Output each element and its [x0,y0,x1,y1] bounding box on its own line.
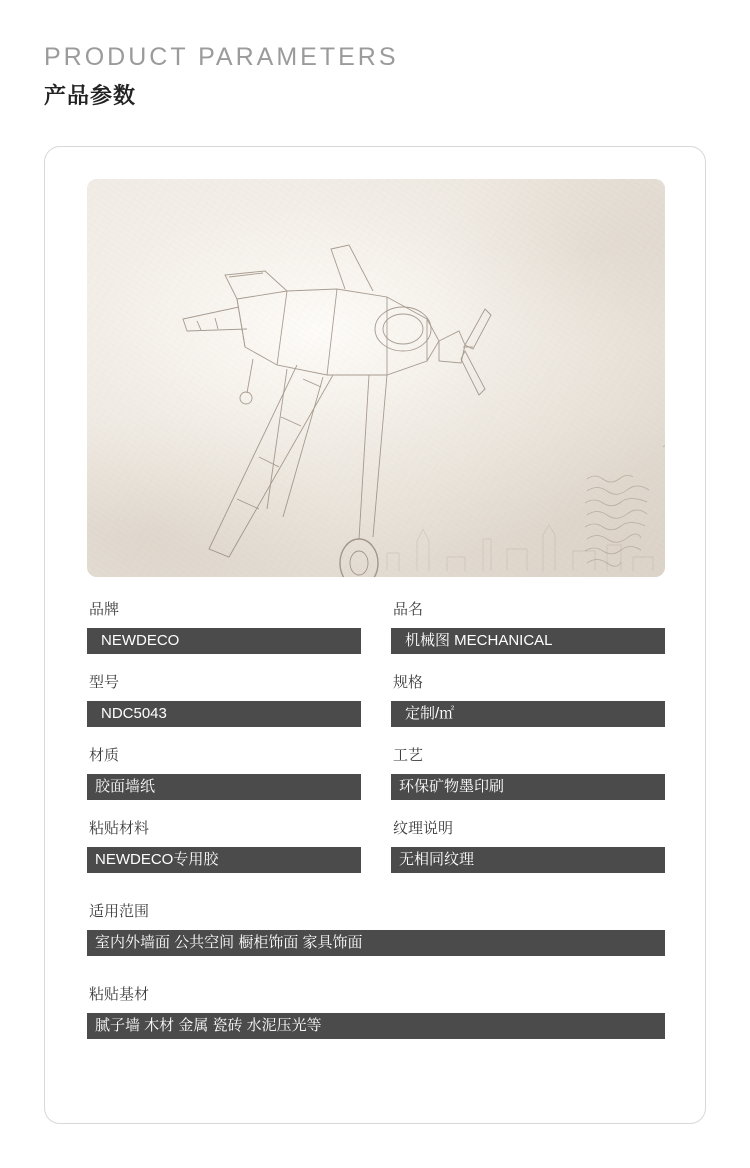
parameter-label: 材质 [89,747,120,764]
parameter-value: 定制/㎡ [391,701,665,727]
parameter-field-craft [391,745,665,800]
parameter-row [87,984,665,1039]
parameter-label: 粘贴基材 [89,986,150,1003]
parameter-label: 纹理说明 [393,820,454,837]
parameter-field-texture-note [391,818,665,873]
parameter-field-substrate [87,984,665,1039]
parameter-value: 腻子墙 木材 金属 瓷砖 水泥压光等 [87,1013,665,1039]
parameter-value: NEWDECO [87,628,361,654]
parameter-label: 型号 [89,674,120,691]
parameter-field-application-scope [87,901,665,956]
parameter-value: 环保矿物墨印刷 [391,774,665,800]
parameter-row [87,745,665,800]
parameter-label: 粘贴材料 [89,820,150,837]
parameter-field-product-name [391,599,665,654]
section-spacer [87,974,665,984]
parameter-field-adhesive [87,818,361,873]
parameter-value: 室内外墙面 公共空间 橱柜饰面 家具饰面 [87,930,665,956]
parameters-list [87,599,665,1057]
parameter-label: 品名 [393,601,424,618]
parameter-value: NDC5043 [87,701,361,727]
parameter-row [87,599,665,654]
parameter-value: 机械图 MECHANICAL [391,628,665,654]
page-title-english: PRODUCT PARAMETERS [44,43,399,71]
parameter-row [87,672,665,727]
page-title-chinese: 产品参数 [44,83,137,108]
paper-texture-overlay [87,179,665,577]
parameter-value: NEWDECO专用胶 [87,847,361,873]
parameter-value: 胶面墙纸 [87,774,361,800]
parameter-field-specification [391,672,665,727]
parameter-row [87,818,665,873]
parameter-label: 适用范围 [89,903,150,920]
parameter-field-brand [87,599,361,654]
parameter-label: 品牌 [89,601,120,618]
parameter-label: 工艺 [393,747,424,764]
parameter-row [87,901,665,956]
parameter-value: 无相同纹理 [391,847,665,873]
section-spacer [87,891,665,901]
parameter-label: 规格 [393,674,424,691]
parameters-card [44,146,706,1124]
parameter-field-material [87,745,361,800]
parameter-field-model [87,672,361,727]
product-image [87,179,665,577]
page-header [44,40,399,112]
